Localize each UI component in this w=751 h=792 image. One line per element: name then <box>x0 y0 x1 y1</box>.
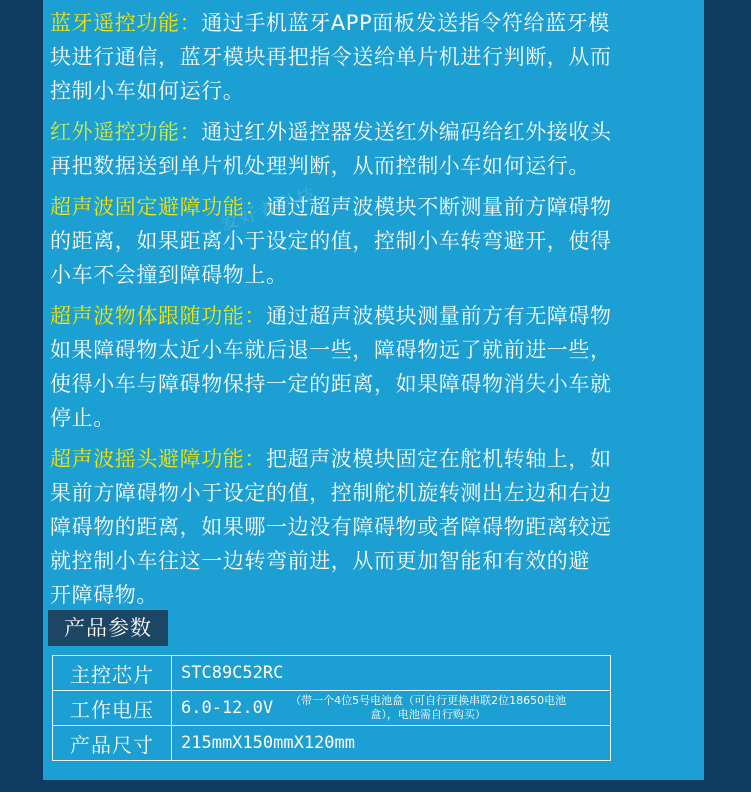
table-row <box>53 656 611 691</box>
feature-bluetooth: 蓝牙遥控功能：通过手机蓝牙APP面板发送指令符给蓝牙模 块进行通信，蓝牙模块再把指令送给单片机进行判断，从而 控制小车如何运行。 <box>50 11 612 103</box>
params-table <box>52 655 611 761</box>
params-section-title: 产品参数 <box>48 610 168 646</box>
feature-heading: 超声波固定避障功能： <box>50 195 266 219</box>
feature-ultrasonic-follow: 超声波物体跟随功能：通过超声波模块测量前方有无障碍物 如果障碍物太近小车就后退一些，障碍物远了就前进一些， 使得小车与障碍物保持一定的距离，如果障碍物消失小车就 停止。 <box>50 304 612 430</box>
watermark: 爱好者科技 <box>217 183 320 235</box>
feature-ultrasonic-servo: 超声波摇头避障功能：把超声波模块固定在舵机转轴上，如 果前方障碍物小于设定的值，控制舵机旋转测出左边和右边 障碍物的距离，如果哪一边没有障碍物或者障碍物距离较远 就控制小车往这一边转弯前进，从而更加智能和有效的避 开障碍物。 <box>50 447 612 607</box>
feature-ultrasonic-avoid: 超声波固定避障功能：通过超声波模块不断测量前方障碍物 的距离，如果距离小于设定的值，控制小车转弯避开，使得 小车不会撞到障碍物上。 <box>50 195 612 287</box>
param-note: （带一个4位5号电池盒（可自行更换串联2位18650电池盒），电池需自行购买） <box>290 694 567 721</box>
param-value: STC89C52RC <box>172 656 611 691</box>
feature-heading: 超声波摇头避障功能： <box>50 447 266 471</box>
param-key: 主控芯片 <box>53 656 172 691</box>
param-value: 6.0-12.0V （带一个4位5号电池盒（可自行更换串联2位18650电池盒），电池需自行购买） <box>172 691 611 726</box>
feature-infrared: 红外遥控功能：通过红外遥控器发送红外编码给红外接收头 再把数据送到单片机处理判断，从而控制小车如何运行。 <box>50 120 612 178</box>
param-key: 产品尺寸 <box>53 726 172 761</box>
content-panel <box>43 0 704 780</box>
table-row <box>53 726 611 761</box>
feature-heading: 蓝牙遥控功能： <box>50 11 202 35</box>
feature-heading: 超声波物体跟随功能： <box>50 304 266 328</box>
table-row <box>53 691 611 726</box>
feature-heading: 红外遥控功能： <box>50 120 202 144</box>
feature-list <box>50 6 700 619</box>
param-key: 工作电压 <box>53 691 172 726</box>
param-value: 215mmX150mmX120mm <box>172 726 611 761</box>
